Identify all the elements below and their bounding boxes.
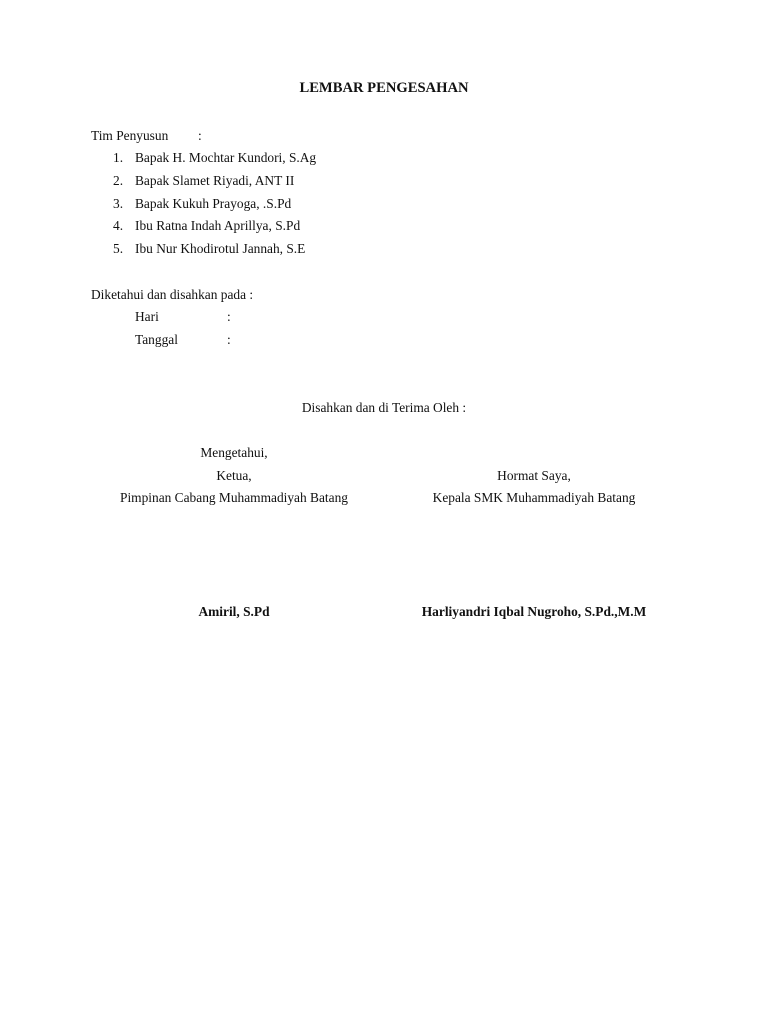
member-number: 3. xyxy=(113,196,124,211)
team-label: Tim Penyusun xyxy=(91,128,169,143)
team-member-2 xyxy=(113,174,294,187)
date-colon: : xyxy=(227,332,231,347)
left-role: Ketua, xyxy=(216,468,252,483)
right-organization: Kepala SMK Muhammadiyah Batang xyxy=(432,490,636,505)
left-acknowledge: Mengetahui, xyxy=(200,445,268,460)
day-label: Hari xyxy=(135,309,159,324)
page-title: LEMBAR PENGESAHAN xyxy=(299,80,469,96)
team-colon: : xyxy=(198,128,202,143)
member-number: 4. xyxy=(113,218,124,233)
team-member-1 xyxy=(113,151,316,164)
member-number: 5. xyxy=(113,241,124,256)
member-number: 2. xyxy=(113,173,124,188)
member-name: Bapak H. Mochtar Kundori, S.Ag xyxy=(135,150,317,165)
team-member-3 xyxy=(113,197,291,210)
team-member-5 xyxy=(113,242,305,255)
left-signatory-name: Amiril, S.Pd xyxy=(198,604,270,619)
member-number: 1. xyxy=(113,150,124,165)
member-name: Ibu Ratna Indah Aprillya, S.Pd xyxy=(135,218,301,233)
member-name: Ibu Nur Khodirotul Jannah, S.E xyxy=(135,241,306,256)
date-label: Tanggal xyxy=(135,332,178,347)
day-colon: : xyxy=(227,309,231,324)
accepted-by-heading: Disahkan dan di Terima Oleh : xyxy=(301,400,467,415)
team-member-4 xyxy=(113,219,300,232)
right-signatory-name: Harliyandri Iqbal Nugroho, S.Pd.,M.M xyxy=(421,604,647,619)
member-name: Bapak Kukuh Prayoga, .S.Pd xyxy=(135,196,292,211)
member-name: Bapak Slamet Riyadi, ANT II xyxy=(135,173,295,188)
right-greeting: Hormat Saya, xyxy=(497,468,571,483)
approval-intro: Diketahui dan disahkan pada : xyxy=(91,287,254,302)
left-organization: Pimpinan Cabang Muhammadiyah Batang xyxy=(120,490,348,505)
